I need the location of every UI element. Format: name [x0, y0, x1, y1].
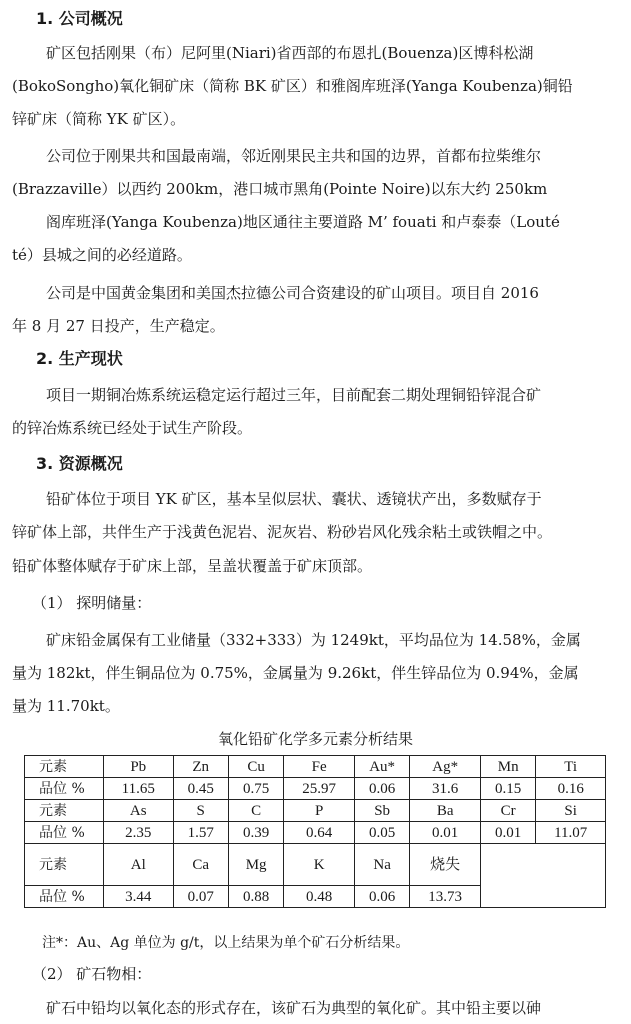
section-heading-resources: 3. 资源概况: [36, 454, 123, 473]
table-cell: 0.75: [228, 778, 283, 800]
table-row: [25, 800, 606, 822]
table-cell: 3.44: [104, 886, 174, 908]
table-cell: 2.35: [104, 822, 174, 844]
table-row: [25, 756, 606, 778]
paragraph-line: 锌矿床（简称 YK 矿区）。: [12, 110, 186, 128]
paragraph-line: 铅矿体整体赋存于矿床上部，呈盖状覆盖于矿床顶部。: [12, 557, 373, 575]
paragraph-line: 矿床铅金属保有工业储量（332+333）为 1249kt，平均品位为 14.58%，金属: [46, 631, 581, 649]
subsection-heading-reserves: （1） 探明储量：: [32, 594, 152, 612]
table-cell: Zn: [173, 756, 228, 778]
paragraph-line: (Brazzaville）以西约 200km，港口城市黑角(Pointe Noire)以东大约 250km: [12, 180, 548, 198]
table-cell: As: [104, 800, 174, 822]
table-cell: Cu: [228, 756, 283, 778]
table-cell: Al: [104, 844, 174, 886]
table-cell: 13.73: [410, 886, 481, 908]
table-cell: K: [284, 844, 355, 886]
table-cell: Ba: [410, 800, 481, 822]
paragraph-line: 项目一期铜冶炼系统运稳定运行超过三年，目前配套二期处理铜铅锌混合矿: [46, 386, 542, 404]
table-cell: Sb: [354, 800, 409, 822]
table-cell: 0.15: [480, 778, 535, 800]
table-cell: 品位 %: [25, 822, 104, 844]
table-row: [25, 844, 606, 886]
table-cell: 元素: [25, 756, 104, 778]
paragraph-line: 铅矿体位于项目 YK 矿区，基本呈似层状、囊状、透镜状产出，多数赋存于: [46, 490, 542, 508]
subsection-heading-ore-phase: （2） 矿石物相：: [32, 965, 152, 983]
table-cell: 0.48: [284, 886, 355, 908]
paragraph-line: 锌矿体上部，共伴生产于浅黄色泥岩、泥灰岩、粉砂岩风化残余粘土或铁帽之中。: [12, 523, 553, 541]
table-cell: 1.57: [173, 822, 228, 844]
paragraph-line: 矿石中铅均以氧化态的形式存在，该矿石为典型的氧化矿。其中铅主要以砷: [46, 999, 542, 1017]
table-cell: 0.07: [173, 886, 228, 908]
table-cell: 元素: [25, 844, 104, 886]
table-empty-cell: [480, 844, 605, 908]
table-row: [25, 778, 606, 800]
table-row: [25, 822, 606, 844]
table-footnote: 注*：Au、Ag 单位为 g/t，以上结果为单个矿石分析结果。: [42, 935, 410, 951]
paragraph-line: 阁库班泽(Yanga Koubenza)地区通往主要道路 M’ fouati 和卢泰泰（Louté: [46, 213, 560, 231]
paragraph-line: (BokoSongho)氧化铜矿床（简称 BK 矿区）和雅阁库班泽(Yanga Koubenza)铜铅: [12, 77, 573, 95]
table-cell: P: [284, 800, 355, 822]
table-cell: Si: [536, 800, 606, 822]
table-cell: 0.88: [228, 886, 283, 908]
paragraph-line: 量为 182kt，伴生铜品位为 0.75%，金属量为 9.26kt，伴生锌品位为 0.94%，金属: [12, 664, 579, 682]
table-cell: S: [173, 800, 228, 822]
table-cell: 0.06: [354, 778, 409, 800]
table-cell: Au*: [354, 756, 409, 778]
table-cell: Cr: [480, 800, 535, 822]
table-caption: 氧化铅矿化学多元素分析结果: [217, 730, 413, 748]
section-heading-company: 1. 公司概况: [36, 9, 123, 28]
paragraph-line: 年 8 月 27 日投产，生产稳定。: [12, 317, 225, 335]
table-cell: Na: [354, 844, 409, 886]
paragraph-line: 公司位于刚果共和国最南端，邻近刚果民主共和国的边界，首都布拉柴维尔: [46, 147, 542, 165]
paragraph-line: té）县城之间的必经道路。: [12, 246, 192, 264]
table-cell: 烧失: [410, 844, 481, 886]
paragraph-line: 矿区包括刚果（布）尼阿里(Niari)省西部的布恩扎(Bouenza)区博科松湖: [46, 44, 534, 62]
table-cell: 0.39: [228, 822, 283, 844]
table-cell: 0.01: [480, 822, 535, 844]
paragraph-line: 的锌冶炼系统已经处于试生产阶段。: [12, 419, 253, 437]
table-cell: Ag*: [410, 756, 481, 778]
table-cell: Mg: [228, 844, 283, 886]
paragraph-line: 公司是中国黄金集团和美国杰拉德公司合资建设的矿山项目。项目自 2016: [46, 284, 539, 302]
table-cell: Mn: [480, 756, 535, 778]
paragraph-line: 量为 11.70kt。: [12, 697, 120, 715]
table-cell: Fe: [284, 756, 355, 778]
table-cell: 11.65: [104, 778, 174, 800]
table-cell: 0.06: [354, 886, 409, 908]
table-cell: Ca: [173, 844, 228, 886]
table-cell: 25.97: [284, 778, 355, 800]
table-cell: Pb: [104, 756, 174, 778]
table-cell: 元素: [25, 800, 104, 822]
table-cell: Ti: [536, 756, 606, 778]
section-heading-production: 2. 生产现状: [36, 349, 123, 368]
element-analysis-table: [24, 755, 606, 908]
table-cell: 0.45: [173, 778, 228, 800]
table-cell: 0.01: [410, 822, 481, 844]
table-cell: 31.6: [410, 778, 481, 800]
table-cell: 0.16: [536, 778, 606, 800]
table-cell: 0.05: [354, 822, 409, 844]
table-cell: C: [228, 800, 283, 822]
table-cell: 品位 %: [25, 886, 104, 908]
table-cell: 0.64: [284, 822, 355, 844]
table-cell: 品位 %: [25, 778, 104, 800]
table-cell: 11.07: [536, 822, 606, 844]
